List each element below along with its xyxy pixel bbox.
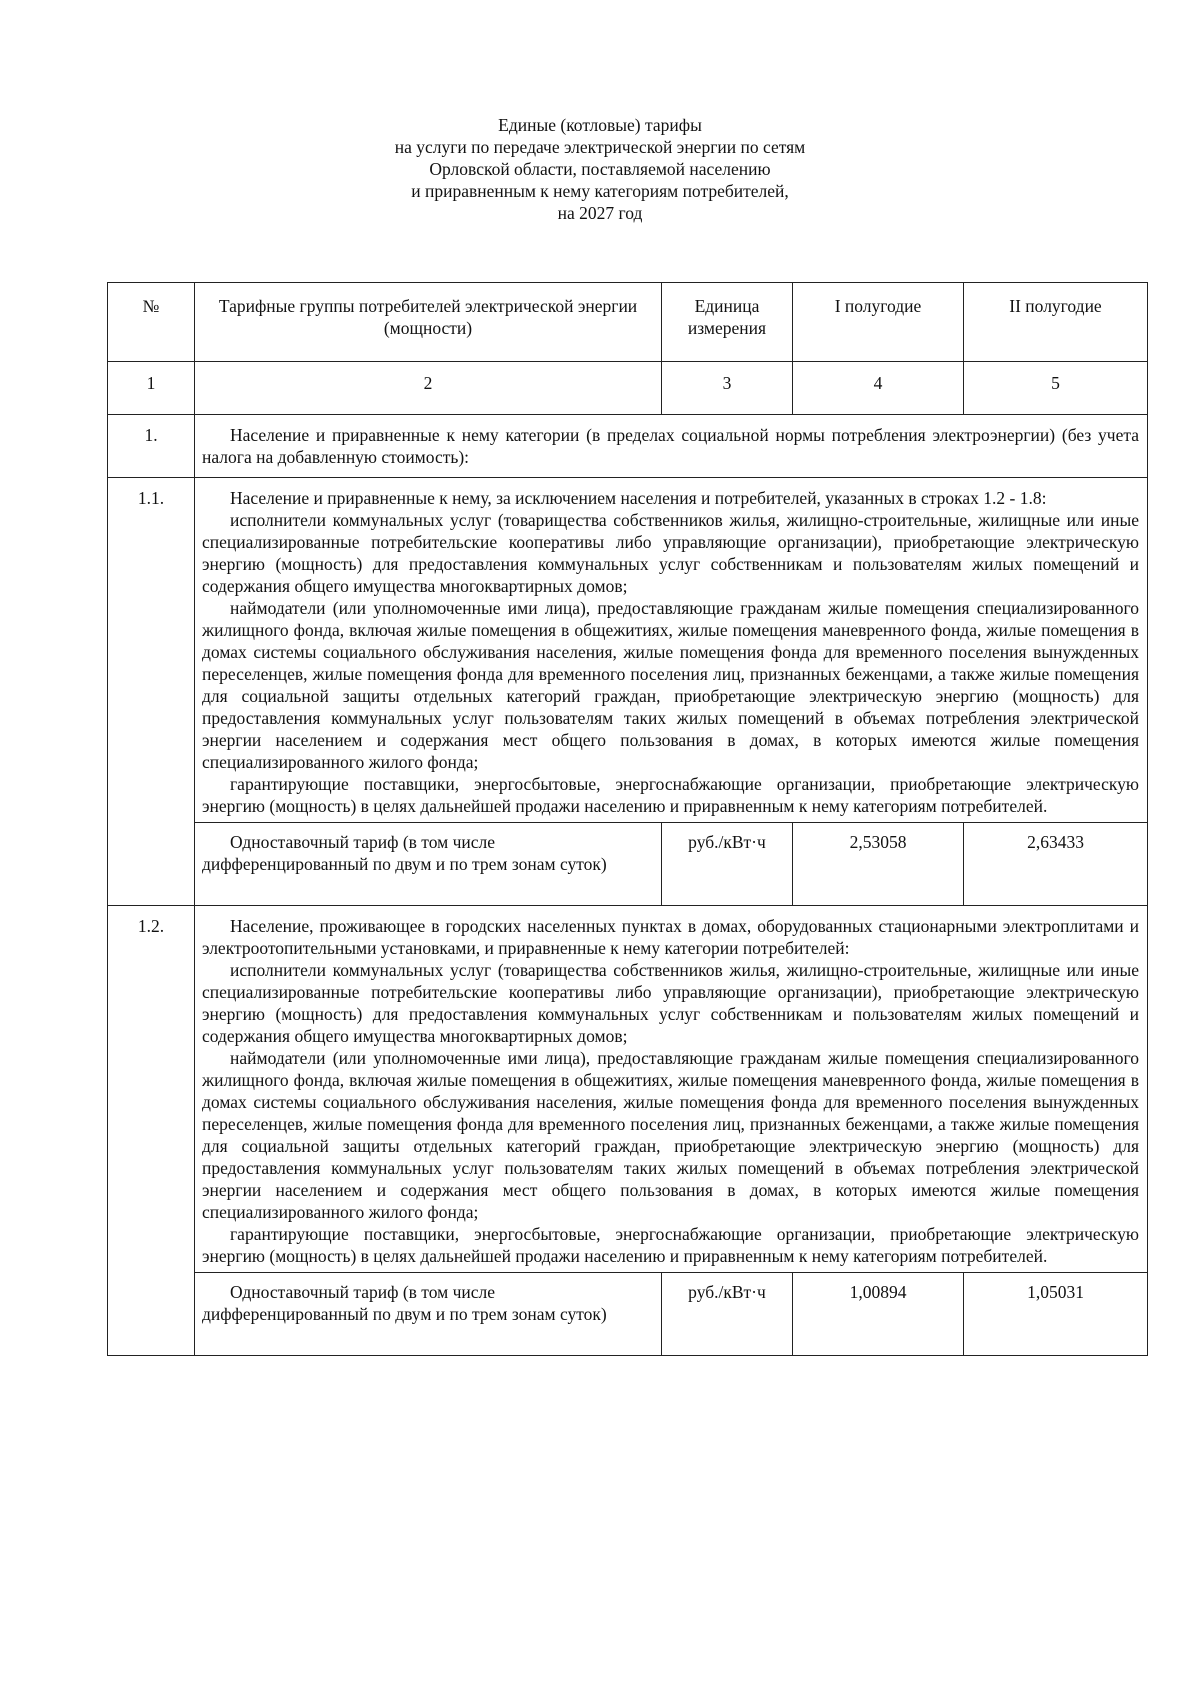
header-second-half: II полугодие <box>964 283 1148 362</box>
row-description <box>195 415 1148 478</box>
paragraph: Население, проживающее в городских населенных пунктах в домах, оборудованных стационарными электроплитами и электроотопительными установками, и приравненные к нему категории потребителей: <box>202 916 1139 958</box>
title-line: на 2027 год <box>557 203 643 223</box>
paragraph: гарантирующие поставщики, энергосбытовые, энергоснабжающие организации, приобретающие электрическую энергию (мощность) в целях дальнейшей продажи населению и приравненным к нему категориям потребителей. <box>202 774 1139 816</box>
column-number: 2 <box>195 362 662 415</box>
title-line: на услуги по передаче электрической энергии по сетям <box>394 137 806 157</box>
title-line: Единые (котловые) тарифы <box>498 115 702 135</box>
column-number: 1 <box>108 362 195 415</box>
paragraph: исполнители коммунальных услуг (товарищества собственников жилья, жилищно-строительные, жилищные или иные специализированные потребительские кооперативы либо управляющие организации), приобретающие электрическую энергию (мощность) для предоставления коммунальных услуг собственникам и пользователям жилых помещений и содержания общего имущества многоквартирных домов; <box>202 960 1139 1046</box>
unit-value: руб./кВт·ч <box>662 1273 793 1356</box>
table-row-1-2-rate <box>108 1273 1148 1356</box>
header-unit: Единица измерения <box>662 283 793 362</box>
paragraph: Население и приравненные к нему, за исключением населения и потребителей, указанных в строках 1.2 - 1.8: <box>230 488 1047 508</box>
document-title <box>0 114 1200 224</box>
first-half-value: 1,00894 <box>793 1273 964 1356</box>
column-number: 4 <box>793 362 964 415</box>
second-half-value: 2,63433 <box>964 823 1148 906</box>
first-half-value: 2,53058 <box>793 823 964 906</box>
paragraph: исполнители коммунальных услуг (товарищества собственников жилья, жилищно-строительные, жилищные или иные специализированные потребительские кооперативы либо управляющие организации), приобретающие электрическую энергию (мощность) для предоставления коммунальных услуг собственникам и пользователям жилых помещений и содержания общего имущества многоквартирных домов; <box>202 510 1139 596</box>
header-first-half: I полугодие <box>793 283 964 362</box>
table-row-1 <box>108 415 1148 478</box>
table-row-1-1-rate <box>108 823 1148 906</box>
row-number: 1.1. <box>108 478 195 906</box>
column-number: 3 <box>662 362 793 415</box>
column-numbers-row <box>108 362 1148 415</box>
paragraph: Население и приравненные к нему категории (в пределах социальной нормы потребления электроэнергии) (без учета налога на добавленную стоимость): <box>202 425 1139 467</box>
second-half-value: 1,05031 <box>964 1273 1148 1356</box>
table-row-1-1 <box>108 478 1148 823</box>
unit-value: руб./кВт·ч <box>662 823 793 906</box>
row-description <box>195 906 1148 1273</box>
paragraph: наймодатели (или уполномоченные ими лица), предоставляющие гражданам жилые помещения специализированного жилищного фонда, включая жилые помещения в общежитиях, жилые помещения маневренного фонда, жилые помещения в домах системы социального обслуживания населения, жилые помещения фонда для временного поселения вынужденных переселенцев, жилые помещения фонда для временного поселения лиц, признанных беженцами, а также жилые помещения для социальной защиты отдельных категорий граждан, приобретающие электрическую энергию (мощность) для предоставления коммунальных услуг пользователям таких жилых помещений в объемах потребления электрической энергии населением и содержания мест общего пользования в домах, в которых имеются жилые помещения специализированного жилого фонда; <box>202 598 1139 772</box>
column-number: 5 <box>964 362 1148 415</box>
row-number: 1. <box>108 415 195 478</box>
table-header-row <box>108 283 1148 362</box>
title-line: Орловской области, поставляемой населению <box>429 159 771 179</box>
paragraph: гарантирующие поставщики, энергосбытовые, энергоснабжающие организации, приобретающие электрическую энергию (мощность) в целях дальнейшей продажи населению и приравненным к нему категориям потребителей. <box>202 1224 1139 1266</box>
tariff-table <box>107 282 1148 1356</box>
rate-label: Одноставочный тариф (в том числе дифференцированный по двум и по трем зонам суток) <box>195 823 662 906</box>
row-description <box>195 478 1148 823</box>
rate-label: Одноставочный тариф (в том числе дифференцированный по двум и по трем зонам суток) <box>195 1273 662 1356</box>
paragraph: наймодатели (или уполномоченные ими лица), предоставляющие гражданам жилые помещения специализированного жилищного фонда, включая жилые помещения в общежитиях, жилые помещения маневренного фонда, жилые помещения в домах системы социального обслуживания населения, жилые помещения фонда для временного поселения вынужденных переселенцев, жилые помещения фонда для временного поселения лиц, признанных беженцами, а также жилые помещения для социальной защиты отдельных категорий граждан, приобретающие электрическую энергию (мощность) для предоставления коммунальных услуг пользователям таких жилых помещений в объемах потребления электрической энергии населением и содержания мест общего пользования в домах, в которых имеются жилые помещения специализированного жилого фонда; <box>202 1048 1139 1222</box>
header-number: № <box>108 283 195 362</box>
header-tariff-groups: Тарифные группы потребителей электрической энергии (мощности) <box>195 283 662 362</box>
row-number: 1.2. <box>108 906 195 1356</box>
table-row-1-2 <box>108 906 1148 1273</box>
title-line: и приравненным к нему категориям потребителей, <box>411 181 789 201</box>
